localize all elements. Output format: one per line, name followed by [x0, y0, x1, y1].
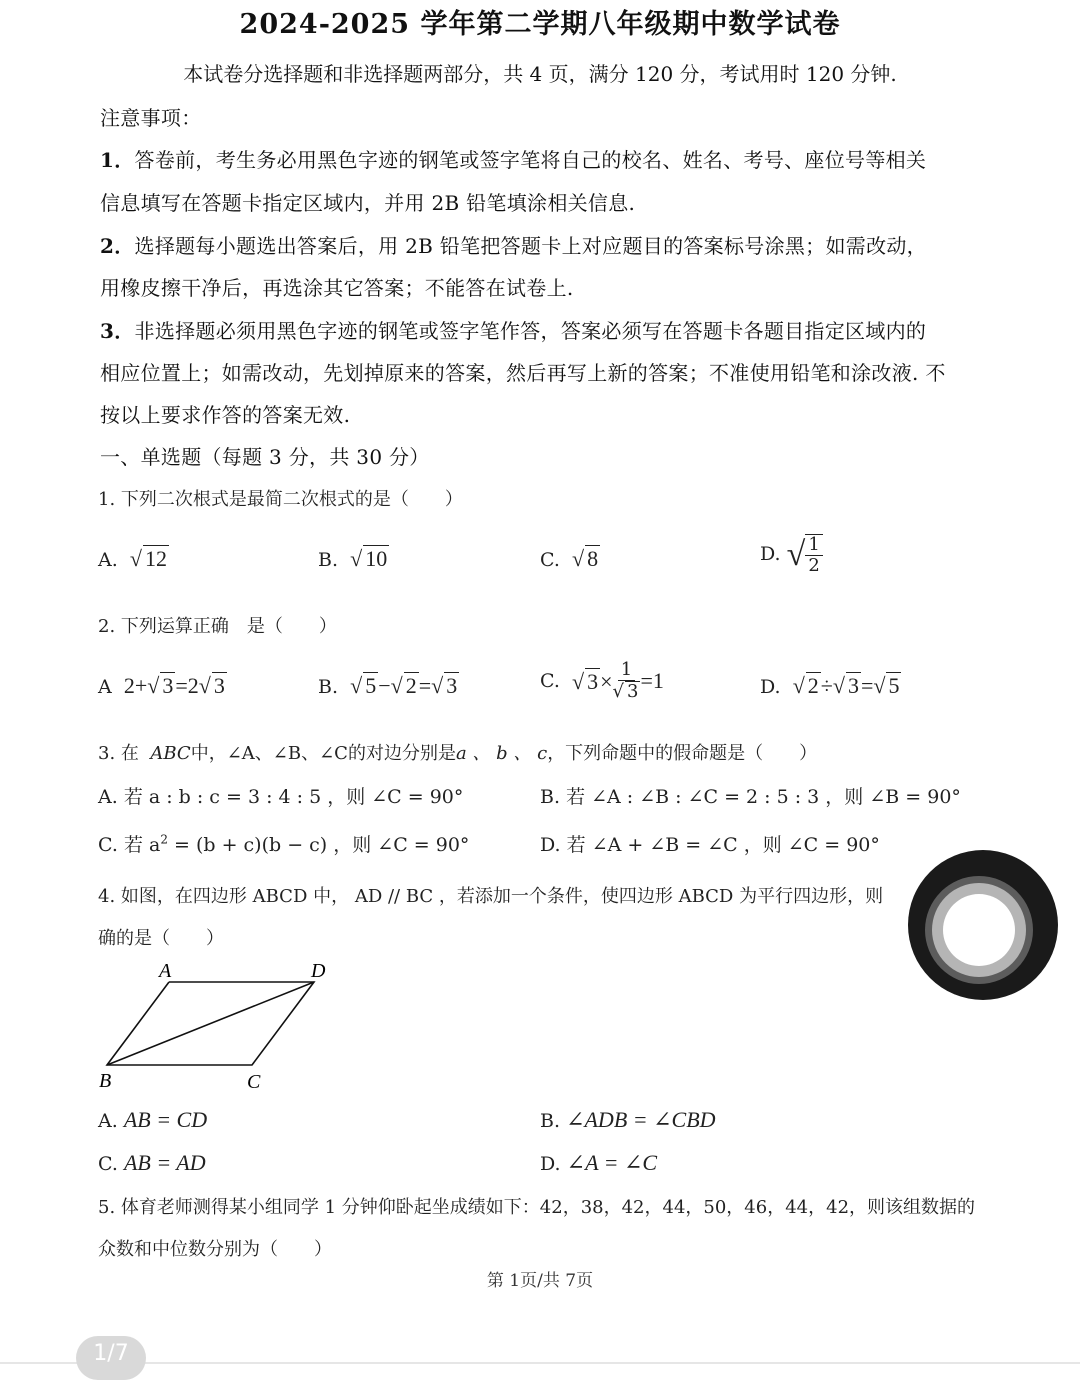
bottom-divider [0, 1362, 1080, 1364]
page-footer: 第 1页/共 7页 [486, 1271, 594, 1291]
note-2-line-1: 2．选择题每小题选出答案后，用 2B 铅笔把答题卡上对应题目的答案标号涂黑；如需改动， [100, 234, 927, 258]
q2-option-b[interactable]: B. √ 5−√ 2=√ 3 [318, 673, 458, 698]
q1-option-d[interactable]: D. √ $\frac{1}{2}$ [760, 534, 823, 576]
vertex-label-d: D [311, 960, 326, 982]
q1-option-a[interactable]: A. √ 12 [98, 546, 167, 571]
q4-option-a[interactable]: A. AB = CD [98, 1107, 208, 1132]
vertex-label-a: A [159, 960, 172, 982]
note-1-line-2: 信息填写在答题卡指定区域内，并用 2B 铅笔填涂相关信息. [100, 191, 636, 215]
exam-subtitle: 本试卷分选择题和非选择题两部分，共 4 页，满分 120 分，考试用时 120 分钟. [183, 62, 897, 86]
note-3-line-2: 相应位置上；如需改动，先划掉原来的答案，然后再写上新的答案；不准使用铅笔和涂改液. 不 [100, 361, 946, 385]
q4-option-d[interactable]: D. ∠A = ∠C [540, 1150, 658, 1175]
question-4-line-1: 4. 如图，在四边形 ABCD 中， AD // BC ，若添加一个条件，使四边形 ABCD 为平行四边形，则 [98, 886, 884, 907]
question-5-line-1: 5. 体育老师测得某小组同学 1 分钟仰卧起坐成绩如下：42，38，42，44，50，46，44，42，则该组数据的 [98, 1197, 976, 1218]
q1-option-b[interactable]: B. √ 10 [318, 546, 388, 571]
assistive-touch-icon[interactable] [908, 850, 1058, 1000]
q3-option-d[interactable]: D. 若 ∠A + ∠B = ∠C ，则 ∠C = 90° [540, 834, 880, 856]
question-4-line-2: 确的是（ ） [98, 928, 224, 949]
question-3-stem: 3. 在 ABC中，∠A、∠B、∠C的对边分别是a 、 b 、 c，下列命题中的假命题是（ ） [98, 743, 818, 764]
section-heading: 一、单选题（每题 3 分，共 30 分） [100, 445, 430, 469]
vertex-label-c: C [247, 1071, 261, 1093]
q4-option-b[interactable]: B. ∠ADB = ∠CBD [540, 1107, 716, 1132]
parallelogram-figure [95, 955, 345, 1095]
question-2-stem: 2. 下列运算正确 是（ ） [98, 616, 337, 637]
question-5-line-2: 众数和中位数分别为（ ） [98, 1239, 332, 1260]
page-indicator[interactable]: 1/7 [76, 1336, 146, 1380]
notes-heading: 注意事项： [100, 106, 202, 130]
question-1-stem: 1. 下列二次根式是最简二次根式的是（ ） [98, 489, 463, 510]
q3-option-c[interactable]: C. 若 $a^2 = (b + c)(b - c)$ ，则 ∠C = 90° [98, 832, 470, 856]
q3-option-b[interactable]: B. 若 ∠A : ∠B : ∠C = 2 : 5 : 3 ，则 ∠B = 90° [540, 786, 961, 808]
q2-option-a[interactable]: A 2+√ 3=2√ 3 [98, 673, 225, 698]
q2-option-c[interactable]: C. √ 3× $\frac{1}{√ 3}$ =1 [540, 659, 664, 702]
note-2-line-2: 用橡皮擦干净后，再选涂其它答案；不能答在试卷上. [100, 276, 574, 300]
vertex-label-b: B [99, 1070, 112, 1092]
q4-option-c[interactable]: C. AB = AD [98, 1150, 206, 1175]
note-3-line-3: 按以上要求作答的答案无效. [100, 403, 351, 427]
q2-option-d[interactable]: D. √ 2÷√ 3=√ 5 [760, 673, 900, 698]
note-3-line-1: 3．非选择题必须用黑色字迹的钢笔或签字笔作答，答案必须写在答题卡各题目指定区域内的 [100, 319, 927, 343]
note-1-line-1: 1．答卷前，考生务必用黑色字迹的钢笔或签字笔将自己的校名、姓名、考号、座位号等相关 [100, 148, 927, 172]
q1-option-c[interactable]: C. √ 8 [540, 546, 599, 571]
exam-title: 2024-2025 学年第二学期八年级期中数学试卷 [239, 9, 841, 40]
q3-option-a[interactable]: A. 若 a : b : c = 3 : 4 : 5 ，则 ∠C = 90° [98, 786, 464, 808]
